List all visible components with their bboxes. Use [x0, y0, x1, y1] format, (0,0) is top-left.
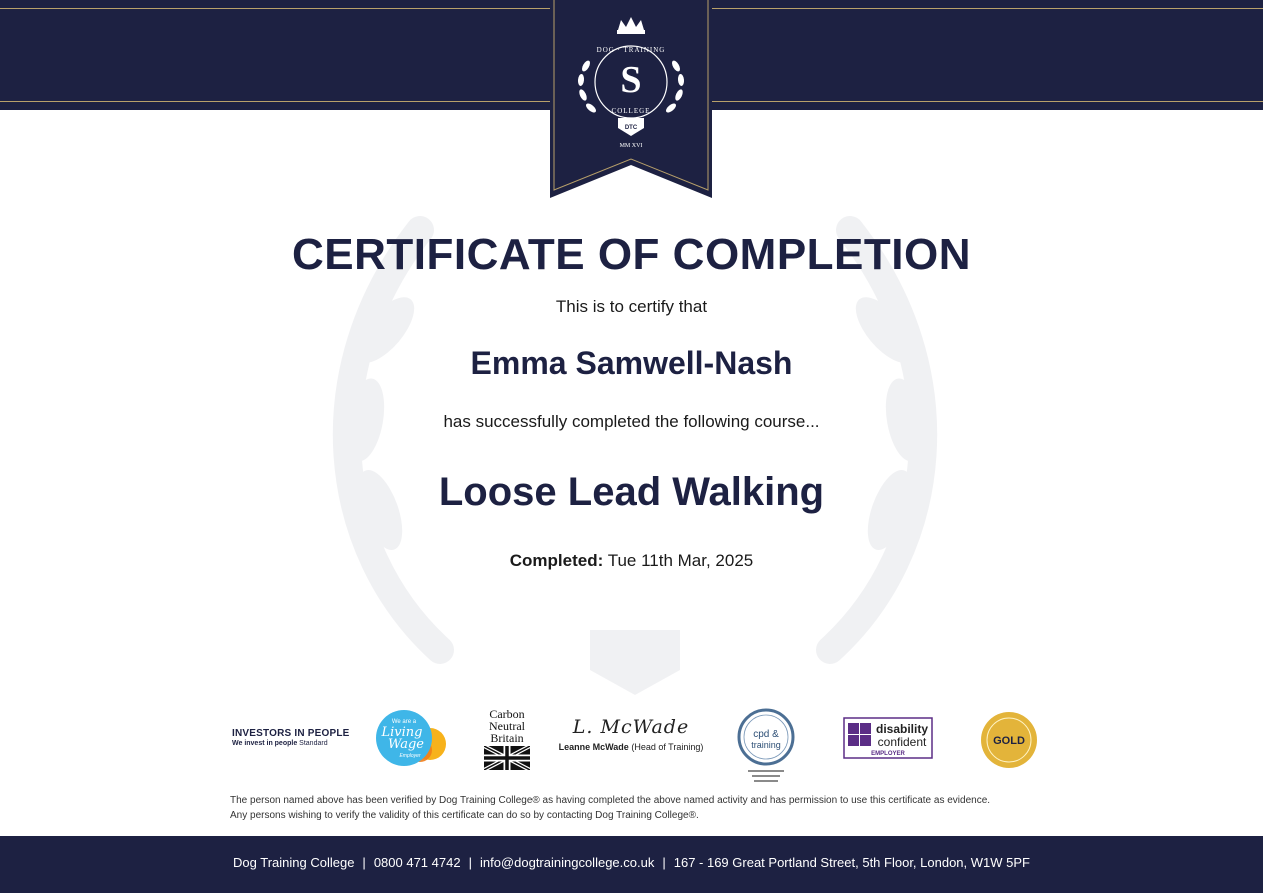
- signatory: [550, 742, 712, 752]
- investors-subtitle: [232, 740, 362, 747]
- date-value: Tue 11th Mar, 2025: [607, 551, 754, 570]
- carbon-line1: Carbon: [489, 707, 525, 721]
- signatory-role: (Head of Training): [631, 742, 704, 752]
- crest-ribbon: [550, 0, 712, 200]
- disability-sub: EMPLOYER: [871, 751, 905, 757]
- course-name: Loose Lead Walking: [438, 470, 825, 514]
- carbon-neutral-logo: [484, 708, 530, 775]
- carbon-line2: Neutral: [489, 719, 525, 733]
- living-wage-top: We are a: [391, 719, 417, 725]
- recipient-name: Emma Samwell-Nash: [470, 345, 793, 381]
- investors-standard: Standard: [299, 740, 328, 747]
- union-flag-icon: [484, 746, 530, 770]
- crest-text-bottom: COLLEGE: [611, 107, 651, 115]
- date-label: Completed:: [509, 551, 604, 570]
- cpd-training-logo: [734, 708, 798, 788]
- disability-main2: confident: [877, 735, 927, 749]
- disclaimer-line2: Any persons wishing to verify the validity of this certificate can do so by contacting Dog Training College®.: [230, 810, 699, 821]
- living-wage-main1: Living: [381, 725, 423, 740]
- crest-shield-text: DTC: [624, 125, 638, 131]
- gold-label: GOLD: [993, 735, 1025, 747]
- footer-phone: 0800 471 4742: [373, 855, 461, 870]
- living-wage-logo: [374, 706, 448, 768]
- crest-text-top: DOG · TRAINING: [596, 46, 666, 54]
- signatory-name: Leanne McWade: [558, 742, 629, 752]
- signature: L. McWade: [572, 716, 690, 738]
- completed-statement: has successfully completed the following course...: [443, 412, 820, 431]
- gold-award-logo: [980, 711, 1038, 769]
- footer-org-name: Dog Training College: [233, 855, 355, 870]
- disclaimer-line1: The person named above has been verified by Dog Training College® as having completed the above named activity and has permission to use this certificate as evidence.: [230, 795, 991, 806]
- completion-date: [0, 551, 1263, 571]
- living-wage-bottom: Employer: [399, 753, 421, 759]
- living-wage-main2: Wage: [388, 737, 424, 752]
- signature-block: [550, 716, 712, 752]
- footer-address: 167 - 169 Great Portland Street, 5th Floor, London, W1W 5PF: [673, 855, 1030, 870]
- certify-text: This is to certify that: [555, 297, 708, 316]
- cpd-main1: cpd &: [753, 729, 779, 740]
- investors-tagline: We invest in people: [232, 740, 298, 747]
- disability-confident-logo: [843, 717, 933, 759]
- svg-text:S: S: [620, 59, 642, 101]
- certificate-title: CERTIFICATE OF COMPLETION: [292, 230, 971, 279]
- carbon-line3: Britain: [490, 731, 524, 745]
- crest-year: MM XVI: [619, 143, 643, 149]
- footer-contact: Dog Training College | 0800 471 4742 | info@dogtrainingcollege.co.uk | 167 - 169 Great Portland Street, 5th Floor, London, W1W 5PF: [233, 855, 1030, 870]
- disability-main1: disability: [875, 722, 929, 736]
- verification-disclaimer: [230, 793, 1090, 823]
- cpd-main2: training: [751, 740, 781, 750]
- footer-email: info@dogtrainingcollege.co.uk: [479, 855, 655, 870]
- investors-in-people-logo: [232, 728, 362, 747]
- investors-title: INVESTORS IN PEOPLE: [232, 728, 350, 739]
